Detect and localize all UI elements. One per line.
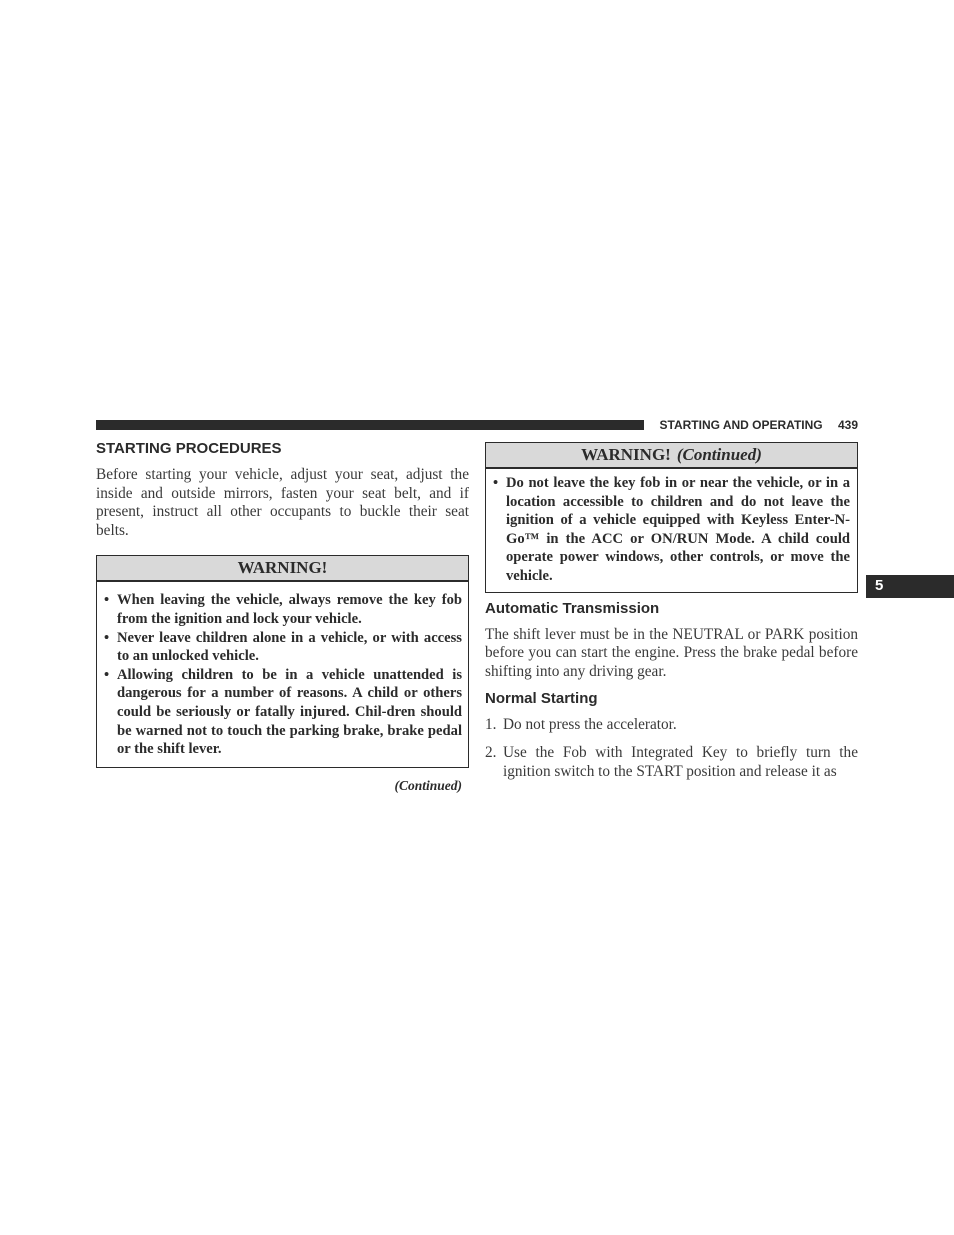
step-item	[485, 744, 858, 781]
step-number: 2.	[485, 743, 497, 761]
warning-item-text: When leaving the vehicle, always remove the key fob from the ignition and lock your vehicle.	[117, 592, 462, 627]
warning-title	[486, 443, 857, 469]
bullet-icon: •	[104, 629, 110, 646]
warning-item	[104, 591, 462, 628]
warning-list	[97, 582, 468, 766]
page-number: 439	[837, 418, 858, 432]
section-heading: STARTING PROCEDURES	[96, 440, 282, 457]
warning-item-text: Do not leave the key fob in or near the vehicle, or in a location accessible to children and do not leave the ignition of a vehicle equipped with Keyless Enter-N-Go™ in the ACC or ON/RUN Mode. A child could operate power windows, other controls, or move the vehicle.	[506, 475, 850, 584]
warning-item-text: Allowing children to be in a vehicle unattended is dangerous for a number of reasons. A child or others could be seriously or fatally injured. Chil-dren should be warned not to touch the parking brake, brake pedal or the shift lever.	[117, 666, 462, 758]
warning-title-text: WARNING!	[581, 445, 671, 464]
starting-steps-list	[485, 716, 858, 781]
continued-label: (Continued)	[394, 777, 462, 793]
intro-paragraph: Before starting your vehicle, adjust your seat, adjust the inside and outside mirrors, fasten your seat belt, and if present, instruct all other occupants to buckle their seat belts.	[96, 466, 469, 539]
step-item	[485, 716, 858, 735]
bullet-icon: •	[104, 592, 110, 609]
warning-box	[96, 555, 469, 767]
warning-item-text: Never leave children alone in a vehicle, or with access to an unlocked vehicle.	[117, 629, 462, 665]
warning-title-text: WARNING!	[237, 558, 328, 578]
warning-item	[493, 474, 850, 586]
step-number: 1.	[485, 716, 497, 734]
left-column	[96, 440, 469, 794]
warning-title-suffix: (Continued)	[676, 445, 762, 464]
subheading-normal-starting: Normal Starting	[485, 690, 598, 708]
right-column	[485, 442, 858, 781]
running-header	[654, 418, 858, 432]
header-section-title: STARTING AND OPERATING	[659, 418, 823, 432]
warning-title	[97, 556, 468, 582]
step-text: Do not press the accelerator.	[503, 716, 677, 734]
warning-list	[486, 469, 857, 592]
warning-item	[104, 629, 462, 666]
subheading-automatic-transmission: Automatic Transmission	[485, 599, 660, 617]
bullet-icon: •	[493, 475, 499, 491]
chapter-tab: 5	[866, 575, 954, 598]
bullet-icon: •	[104, 666, 110, 683]
header-rule	[96, 420, 644, 430]
step-text: Use the Fob with Integrated Key to briefly turn the ignition switch to the START position and release it as	[503, 743, 858, 780]
warning-item	[104, 666, 462, 759]
auto-transmission-paragraph: The shift lever must be in the NEUTRAL or PARK position before you can start the engine. Press the brake pedal before shifting into any driving gear.	[485, 625, 858, 680]
warning-continued-box	[485, 442, 858, 593]
